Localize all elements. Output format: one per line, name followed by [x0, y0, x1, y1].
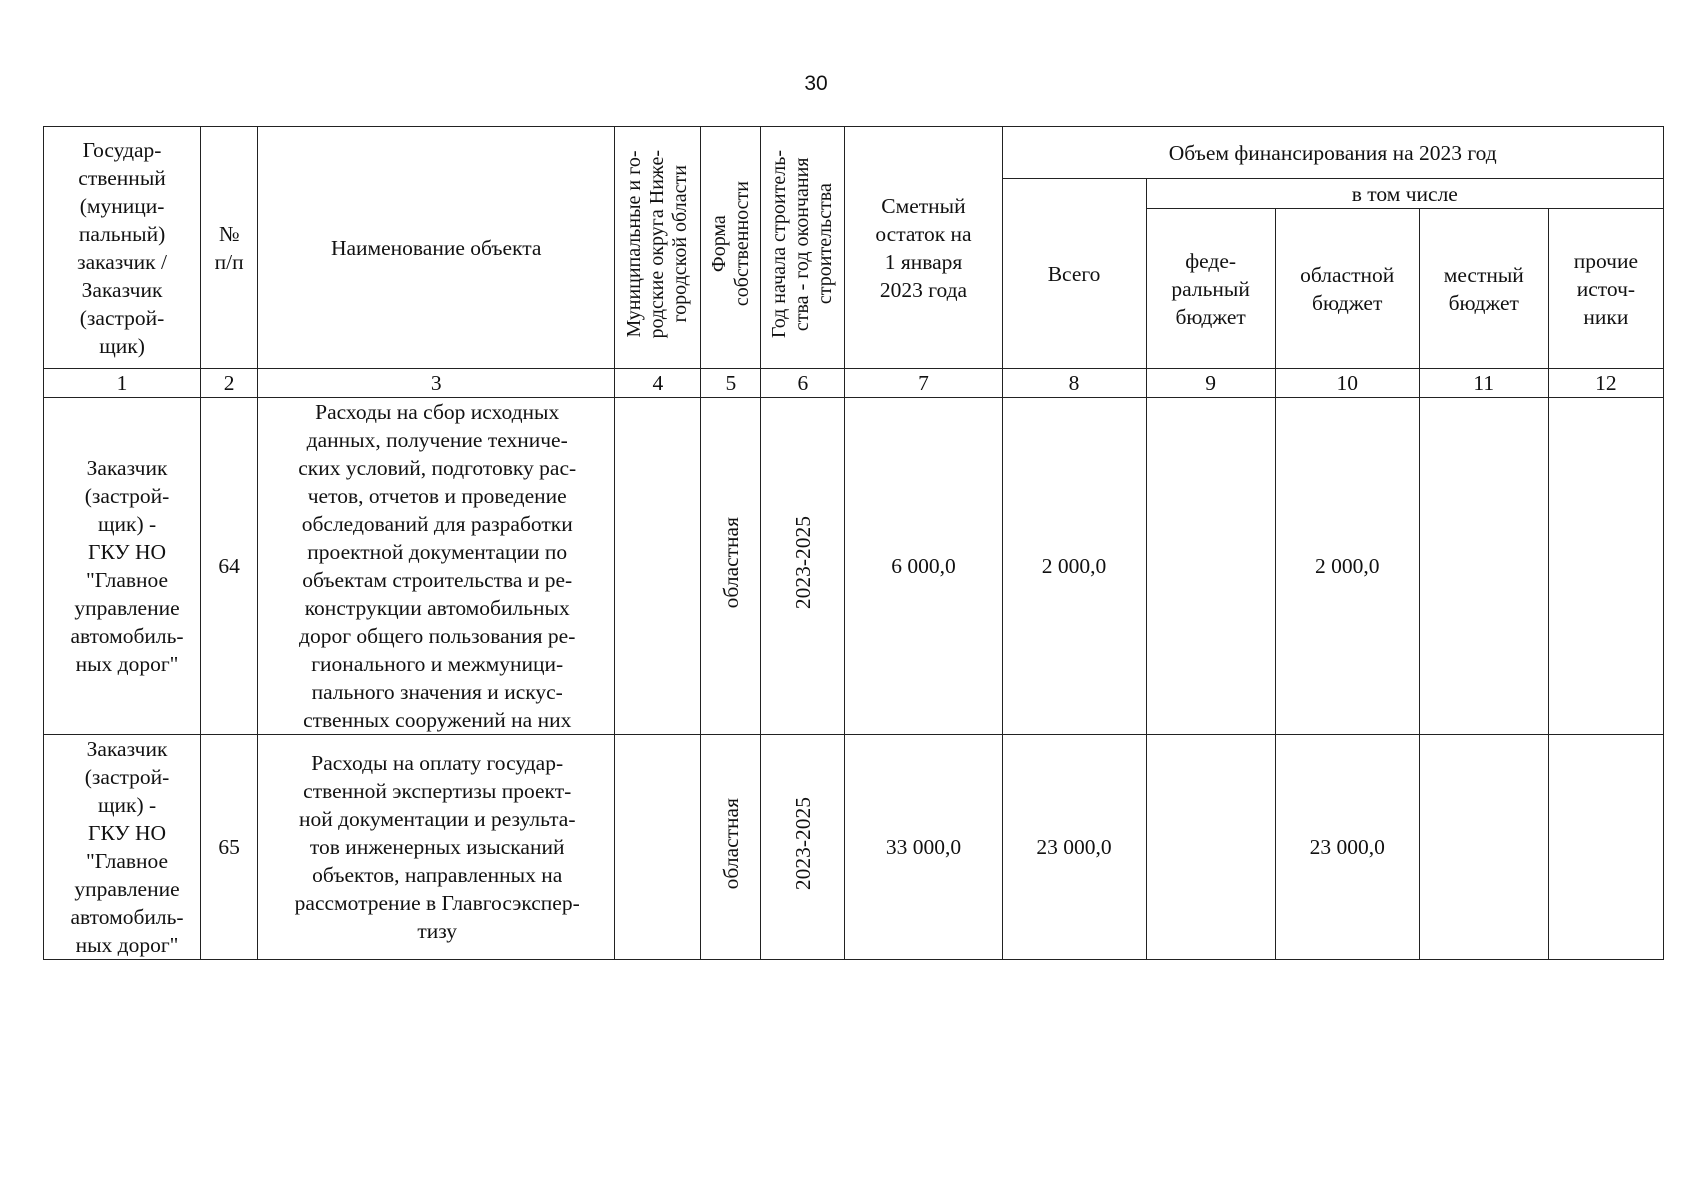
row-local [1419, 398, 1548, 735]
row-years-cell [761, 398, 845, 735]
page-number: 30 [804, 72, 828, 95]
header-funding-group: Объем финансирования на 2023 год [1002, 127, 1663, 179]
header-ownership: Форма собственности [707, 181, 753, 307]
column-number-row [44, 369, 1664, 398]
row-other [1548, 735, 1663, 960]
row-object-name: Расходы на оплату государ- ственной экспертизы проект- ной документации и результа- тов инженерных изысканий объектов, направленных на рассмотрение в Главгосэкспер- тизу [258, 735, 615, 960]
column-number: 6 [761, 369, 845, 398]
row-municipal [615, 398, 701, 735]
column-number: 2 [201, 369, 258, 398]
budget-table [43, 126, 1664, 960]
row-customer: Заказчик (застрой- щик) - ГКУ НО "Главное управление автомобиль- ных дорог" [44, 398, 201, 735]
column-number: 5 [701, 369, 761, 398]
row-local [1419, 735, 1548, 960]
row-customer: Заказчик (застрой- щик) - ГКУ НО "Главное управление автомобиль- ных дорог" [44, 735, 201, 960]
row-ownership-cell [701, 735, 761, 960]
header-including: в том числе [1146, 179, 1663, 209]
header-municipal: Муниципальные и го- родские округа Ниже- городской области [623, 149, 692, 339]
row-regional: 23 000,0 [1275, 735, 1419, 960]
table-row [44, 398, 1664, 735]
row-municipal [615, 735, 701, 960]
column-number: 7 [845, 369, 1002, 398]
row-federal [1146, 398, 1275, 735]
row-estimate: 33 000,0 [845, 735, 1002, 960]
column-number: 3 [258, 369, 615, 398]
row-years-cell [761, 735, 845, 960]
column-number: 9 [1146, 369, 1275, 398]
row-number: 64 [201, 398, 258, 735]
column-number: 11 [1419, 369, 1548, 398]
header-number: № п/п [201, 127, 258, 369]
column-number: 10 [1275, 369, 1419, 398]
header-customer: Государ- ственный (муници- пальный) заказчик / Заказчик (застрой- щик) [44, 127, 201, 369]
header-years: Год начала строитель- ства - год окончания строительства [768, 149, 837, 339]
row-ownership: областная [718, 516, 743, 609]
header-federal: феде- ральный бюджет [1146, 209, 1275, 369]
header-regional: областной бюджет [1275, 209, 1419, 369]
table-row [44, 735, 1664, 960]
header-ownership-cell [701, 127, 761, 369]
column-number: 1 [44, 369, 201, 398]
row-regional: 2 000,0 [1275, 398, 1419, 735]
row-other [1548, 398, 1663, 735]
column-number: 4 [615, 369, 701, 398]
header-years-cell [761, 127, 845, 369]
row-total: 2 000,0 [1002, 398, 1146, 735]
column-number: 12 [1548, 369, 1663, 398]
header-estimate: Сметный остаток на 1 января 2023 года [845, 127, 1002, 369]
row-number: 65 [201, 735, 258, 960]
row-ownership: областная [718, 797, 743, 890]
header-row-1 [44, 127, 1664, 179]
row-years: 2023-2025 [790, 796, 815, 891]
header-other: прочие источ- ники [1548, 209, 1663, 369]
column-number: 8 [1002, 369, 1146, 398]
header-local: местный бюджет [1419, 209, 1548, 369]
row-total: 23 000,0 [1002, 735, 1146, 960]
row-object-name: Расходы на сбор исходных данных, получение техниче- ских условий, подготовку рас- четов, отчетов и проведение обследований для разработки проектной документации по объектам строительства и ре- конструкции автомобильных дорог общего пользования ре- гионального и межмуници- пального значения и искус- ственных сооружений на них [258, 398, 615, 735]
row-ownership-cell [701, 398, 761, 735]
header-object-name: Наименование объекта [258, 127, 615, 369]
header-municipal-cell [615, 127, 701, 369]
row-estimate: 6 000,0 [845, 398, 1002, 735]
row-federal [1146, 735, 1275, 960]
header-total: Всего [1002, 179, 1146, 369]
row-years: 2023-2025 [790, 515, 815, 610]
